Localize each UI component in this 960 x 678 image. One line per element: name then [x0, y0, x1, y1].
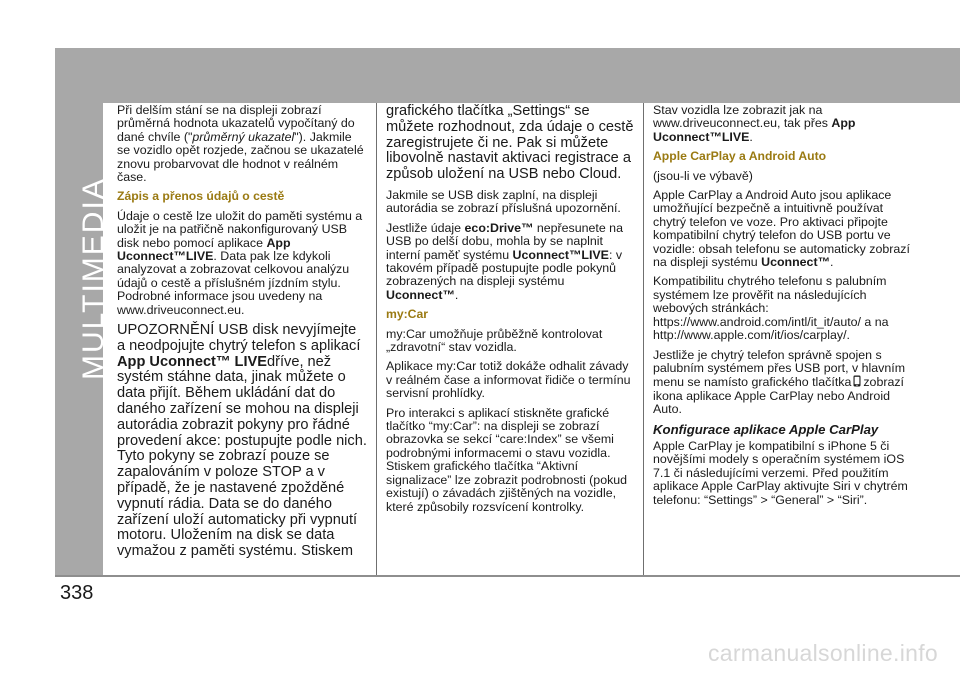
paragraph: Jestliže je chytrý telefon správně spojen s palubním systémem přes USB port, v hlavním menu se namísto grafického tlačítka zobrazí ikona aplikace Apple CarPlay nebo Android Auto.: [653, 347, 906, 417]
paragraph: Při delším stání se na displeji zobrazí průměrná hodnota ukazatelů vypočítaný do dané chvíle ("průměrný ukazatel"). Jakmile se vozidlo opět rozjede, začnou se ukazatelé znovu probarvovat dle hodnot v reálném čase.: [117, 104, 364, 185]
column-divider-1: [376, 103, 377, 575]
header-band: [55, 48, 960, 103]
section-heading: Zápis a přenos údajů o cestě: [117, 189, 285, 204]
paragraph: Aplikace my:Car totiž dokáže odhalit závady v reálném čase a informovat řidiče o termínu servisní prohlídky.: [386, 359, 631, 401]
paragraph: Stav vozidla lze zobrazit jak na www.driveuconnect.eu, tak přes App Uconnect™LIVE.: [653, 104, 856, 144]
smartphone-icon: [851, 375, 863, 387]
paragraph: Údaje o cestě lze uložit do paměti systému a uložit je na patřičně nakonfigurovaný USB disk nebo pomocí aplikace App Uconnect™LIVE. Data pak lze kdykoli analyzovat a zobrazovat celkovou analýzu údajů o cestě a příslušném jízdním stylu. Podrobné informace jsou uvedeny na www.driveuconnect.eu.: [117, 208, 363, 317]
paragraph: Jakmile se USB disk zaplní, na displeji autorádia se zobrazí příslušná upozornění.: [386, 187, 621, 216]
column-1: [117, 104, 367, 572]
paragraph: Pro interakci s aplikací stiskněte grafické tlačítko “my:Car”: na displeji se zobrazí obrazovka se sekcí “care:Index” se všemi podrobnými informacemi o stavu vozidla. Stiskem grafického tlačítka “Aktivní signalizace” lze zobrazit podrobnosti (pokud existují) o závadách zjištěných na vozidle, které způsobily rozsvícení kontrolky.: [386, 405, 628, 514]
paragraph: (jsou-li ve výbavě): [653, 168, 753, 183]
section-tab-label: MULTIMEDIA: [77, 177, 110, 380]
paragraph: Apple CarPlay je kompatibilní s iPhone 5 či novějšími modely s operačním systémem iOS 7.1 či následujícími verzemi. Před použitím aplikace Apple CarPlay aktivujte Siri v chytrém telefonu: “Settings” > “General” > “Siri”.: [653, 438, 908, 507]
column-divider-2: [643, 103, 644, 575]
section-heading: Apple CarPlay a Android Auto: [653, 149, 827, 164]
warning-paragraph: UPOZORNĚNÍ USB disk nevyjímejte a neodpojujte chytrý telefon s aplikací App Uconnect™ LIVEdříve, než systém stáhne data, jinak můžete o data přijít. Během ukládání dat do daného zařízení se mohou na displeji autorádia zobrazit pokyny pro řádné provedení akce: postupujte podle nich. Tyto pokyny se zobrazí pouze se zapalováním v poloze STOP a v případě, že je nastavené zpožděné vypnutí rádia. Data se do daného zařízení uloží automaticky při vypnutí motoru. Uložením na disk se data vymažou z paměti systému. Stiskem: [117, 322, 367, 560]
page-number: 338: [60, 582, 94, 604]
paragraph: Jestliže údaje eco:Drive™ nepřesunete na USB po delší dobu, mohla by se naplnit interní paměť systému Uconnect™LIVE: v takovém případě postupujte podle pokynů zobrazených na displeji systému Uconnect™.: [386, 220, 623, 302]
sub-heading: Konfigurace aplikace Apple CarPlay: [653, 421, 879, 437]
footer-rule: [55, 575, 960, 577]
paragraph: Kompatibilitu chytrého telefonu s palubním systémem lze prověřit na následujících webových stránkách: https://www.android.com/intl/it_it/auto/ a na http://www.apple.com/it/ios/carplay/.: [653, 274, 889, 343]
column-2: [386, 104, 636, 572]
paragraph: grafického tlačítka „Settings“ se můžete rozhodnout, zda údaje o cestě zaregistrujete či ne. Pak si můžete libovolně nastavit aktivaci registrace a způsob uložení na USB nebo Cloud.: [386, 104, 634, 183]
watermark: carmanualsonline.info: [707, 640, 938, 666]
column-3: [653, 104, 915, 572]
paragraph: my:Car umožňuje průběžně kontrolovat „zdravotní“ stav vozidla.: [386, 326, 603, 355]
section-heading: my:Car: [386, 307, 428, 322]
paragraph: Apple CarPlay a Android Auto jsou aplikace umožňující bezpečně a intuitivně používat chytrý telefon ve voze. Pro aktivaci připojte kompatibilní chytrý telefon do USB portu ve vozidle: obsah telefonu se automaticky zobrazí na displeji systému Uconnect™.: [653, 188, 910, 270]
